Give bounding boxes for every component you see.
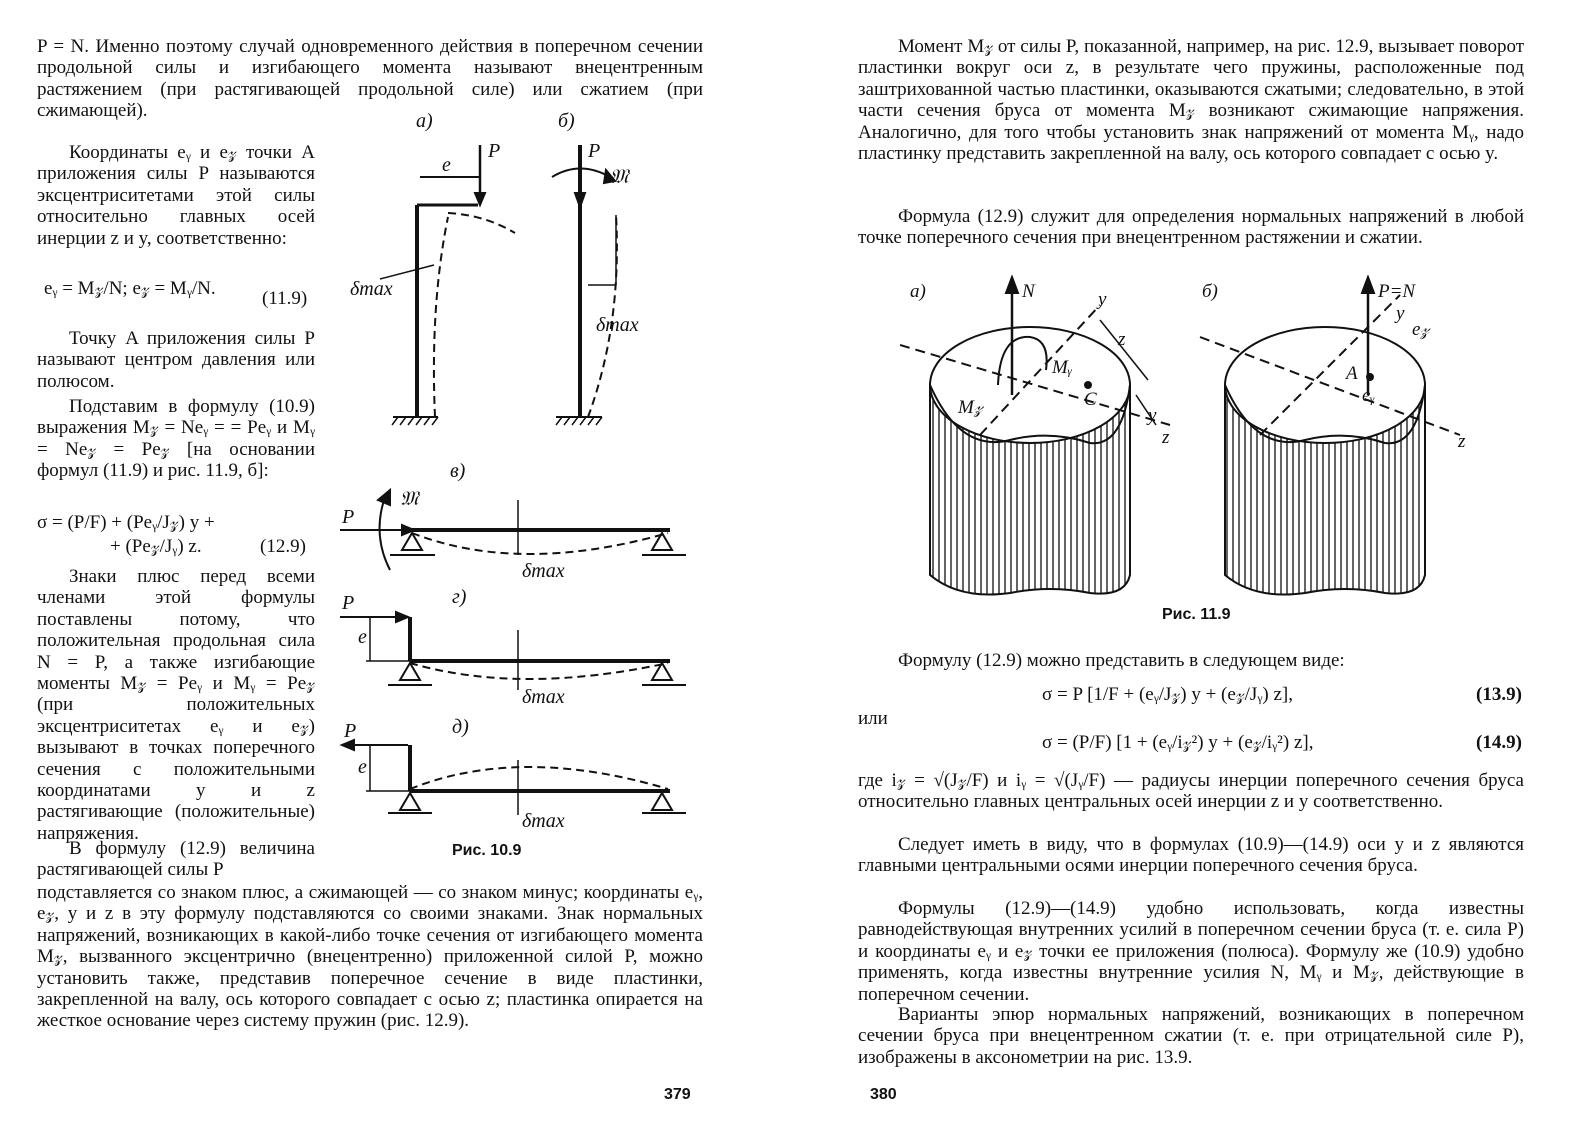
- fig10-delta-b: δmax: [596, 314, 639, 336]
- fig11-label-N: N: [1022, 281, 1035, 302]
- fig11-label-Mz: M𝓏: [958, 397, 983, 418]
- fig11-label-A: A: [1346, 363, 1358, 384]
- fig11-label-z-top: z: [1118, 329, 1126, 350]
- eq-number-12-9: (12.9): [260, 536, 306, 557]
- fig10-label-e-d: e: [358, 756, 367, 778]
- fig10-label-d: д): [452, 716, 469, 738]
- fig11-label-z-a: z: [1162, 427, 1170, 448]
- formula-11-9: eᵧ = M𝓏/N; e𝓏 = Mᵧ/N.: [44, 278, 216, 299]
- fig11-label-My: Mᵧ: [1052, 357, 1073, 378]
- page-number-left: 379: [664, 1086, 691, 1103]
- variants-paragraph: Варианты эпюр нормальных напряжений, возникающих в поперечном сечении бруса при внецентренном сжатии (т. е. при отрицательной силе P), изображены в аксонометрии на рис. 13.9.: [858, 1004, 1524, 1068]
- pressure-center-paragraph: Точку A приложения силы P называют центром давления или полюсом.: [37, 328, 315, 392]
- usage-paragraph: Формулы (12.9)—(14.9) удобно использовать, когда известны равнодействующая внутренних усилий в поперечном сечении бруса (т. е. сила P) и координаты eᵧ и e𝓏 точки ее приложения (полюса). Формулу же (10.9) удобно применять, когда известны внутренние усилия N, Mᵧ и M𝓏, действующие в поперечном сечении.: [858, 898, 1524, 1005]
- fig10-label-g: г): [452, 586, 467, 608]
- fig11-label-ey: eᵧ: [1362, 385, 1375, 406]
- bottom-paragraph: подставляется со знаком плюс, а сжимающей — со знаком минус; координаты eᵧ, e𝓏, y и z в эту формулу подставляются со своими знаками. Знак нормальных напряжений, возникающих в какой-либо точке сечения от изгибающего момента M𝓏, вызванного эксцентрично (внецентренно) приложенной силой P, можно установить также, представив поперечное сечение в виде пластинки, закрепленной на валу, ось которого совпадает с осью z; пластинка опирается на жесткое основание через систему пружин (рис. 12.9).: [37, 882, 703, 1032]
- fig10-delta-d: δmax: [522, 810, 565, 832]
- fig11-label-y-dim: y: [1148, 405, 1157, 426]
- fig10-label-b: б): [558, 110, 575, 132]
- axes-note-paragraph: Следует иметь в виду, что в формулах (10.9)—(14.9) оси y и z являются главными центральными осями инерции поперечного сечения бруса.: [858, 834, 1524, 877]
- fig10-label-P-d: P: [344, 720, 357, 742]
- figure-10-9-caption: Рис. 10.9: [452, 842, 522, 859]
- right-page: [790, 0, 1586, 1148]
- fig10-label-P-b: P: [588, 140, 601, 162]
- eq-number-14-9: (14.9): [1476, 732, 1522, 753]
- figure-11-9: [900, 275, 1500, 605]
- radius-paragraph: где i𝓏 = √(J𝓏/F) и iᵧ = √(Jᵧ/F) — радиусы инерции поперечного сечения бруса относительно главных центральных осей инерции z и y соответственно.: [858, 770, 1524, 813]
- fig10-moment-b: 𝔐: [610, 166, 629, 188]
- fig11-label-z-b: z: [1458, 431, 1466, 452]
- fig10-label-a: а): [416, 110, 433, 132]
- fig11-label-a: а): [910, 281, 926, 302]
- coords-paragraph: Координаты eᵧ и e𝓏 точки A приложения силы P называются эксцентриситетами этой силы относительно главных осей инерции z и y, соответственно:: [37, 142, 315, 249]
- formula-13-9: σ = P [1/F + (eᵧ/J𝓏) y + (e𝓏/Jᵧ) z],: [1042, 684, 1293, 705]
- fig11-label-PN: P=N: [1378, 281, 1416, 302]
- figure-10-9: [330, 105, 710, 835]
- fig10-moment-v: 𝔐: [400, 488, 419, 510]
- or-text: или: [858, 708, 888, 729]
- fig10-label-P-v: P: [342, 506, 355, 528]
- eq-number-13-9: (13.9): [1476, 684, 1522, 705]
- figure-11-9-caption: Рис. 11.9: [1162, 606, 1231, 623]
- fig11-label-ez: e𝓏: [1412, 319, 1430, 340]
- fig11-label-y-a: y: [1098, 289, 1107, 310]
- fig10-label-P-g: P: [342, 592, 355, 614]
- fig11-label-y-b: y: [1396, 303, 1405, 324]
- left-page: [0, 0, 780, 1148]
- left-top-paragraph: P = N. Именно поэтому случай одновременного действия в поперечном сечении продольной силы и изгибающего момента называют внецентренным растяжением (при растягивающей продольной силе) или сжатием (при сжимающей).: [37, 36, 703, 122]
- eq-number-11-9: (11.9): [262, 288, 308, 309]
- formula-paragraph-start: В формулу (12.9) величина растягивающей силы P: [37, 838, 315, 881]
- representation-paragraph: Формулу (12.9) можно представить в следующем виде:: [898, 650, 1345, 671]
- substitution-paragraph: Подставим в формулу (10.9) выражения M𝓏 = Neᵧ = = Peᵧ и Mᵧ = Ne𝓏 = Pe𝓏 [на основании формул (11.9) и рис. 11.9, б]:: [37, 396, 315, 482]
- fig10-label-e-g: e: [358, 626, 367, 648]
- fig10-label-P-a: P: [488, 140, 501, 162]
- formula-12-9-line2: + (Pe𝓏/Jᵧ) z.: [110, 536, 202, 557]
- page-number-right: 380: [870, 1086, 897, 1103]
- fig10-delta-a: δmax: [350, 278, 393, 300]
- fig10-delta-g: δmax: [522, 686, 565, 708]
- fig10-label-e-a: e: [442, 154, 451, 176]
- fig10-delta-v: δmax: [522, 560, 565, 582]
- formula-14-9: σ = (P/F) [1 + (eᵧ/i𝓏²) y + (e𝓏/iᵧ²) z],: [1042, 732, 1314, 753]
- fig11-label-b: б): [1202, 281, 1218, 302]
- signs-paragraph: Знаки плюс перед всеми членами этой формулы поставлены потому, что положительная продольная сила N = P, а также изгибающие моменты M𝓏 = Peᵧ и Mᵧ = Pe𝓏 (при положительных эксцентриситетах eᵧ и e𝓏) вызывают в точках поперечного сечения с положительными координатами y и z растягивающие (положительные) напряжения.: [37, 566, 315, 844]
- formula-12-9-line1: σ = (P/F) + (Peᵧ/J𝓏) y +: [37, 512, 215, 533]
- fig11-label-C: C: [1084, 389, 1097, 410]
- formula-purpose-paragraph: Формула (12.9) служит для определения нормальных напряжений в любой точке поперечного сечения при внецентренном растяжении и сжатии.: [858, 206, 1524, 249]
- right-top-paragraph: Момент M𝓏 от силы P, показанной, например, на рис. 12.9, вызывает поворот пластинки вокруг оси z, в результате чего пружины, расположенные под заштрихованной частью пластинки, оказываются сжатыми; следовательно, в этой части сечения бруса от момента M𝓏 возникают сжимающие напряжения. Аналогично, для того чтобы установить знак напряжений от момента Mᵧ, надо пластинку представить закрепленной на валу, ось которого совпадает с осью y.: [858, 36, 1524, 165]
- fig10-label-v: в): [450, 460, 466, 482]
